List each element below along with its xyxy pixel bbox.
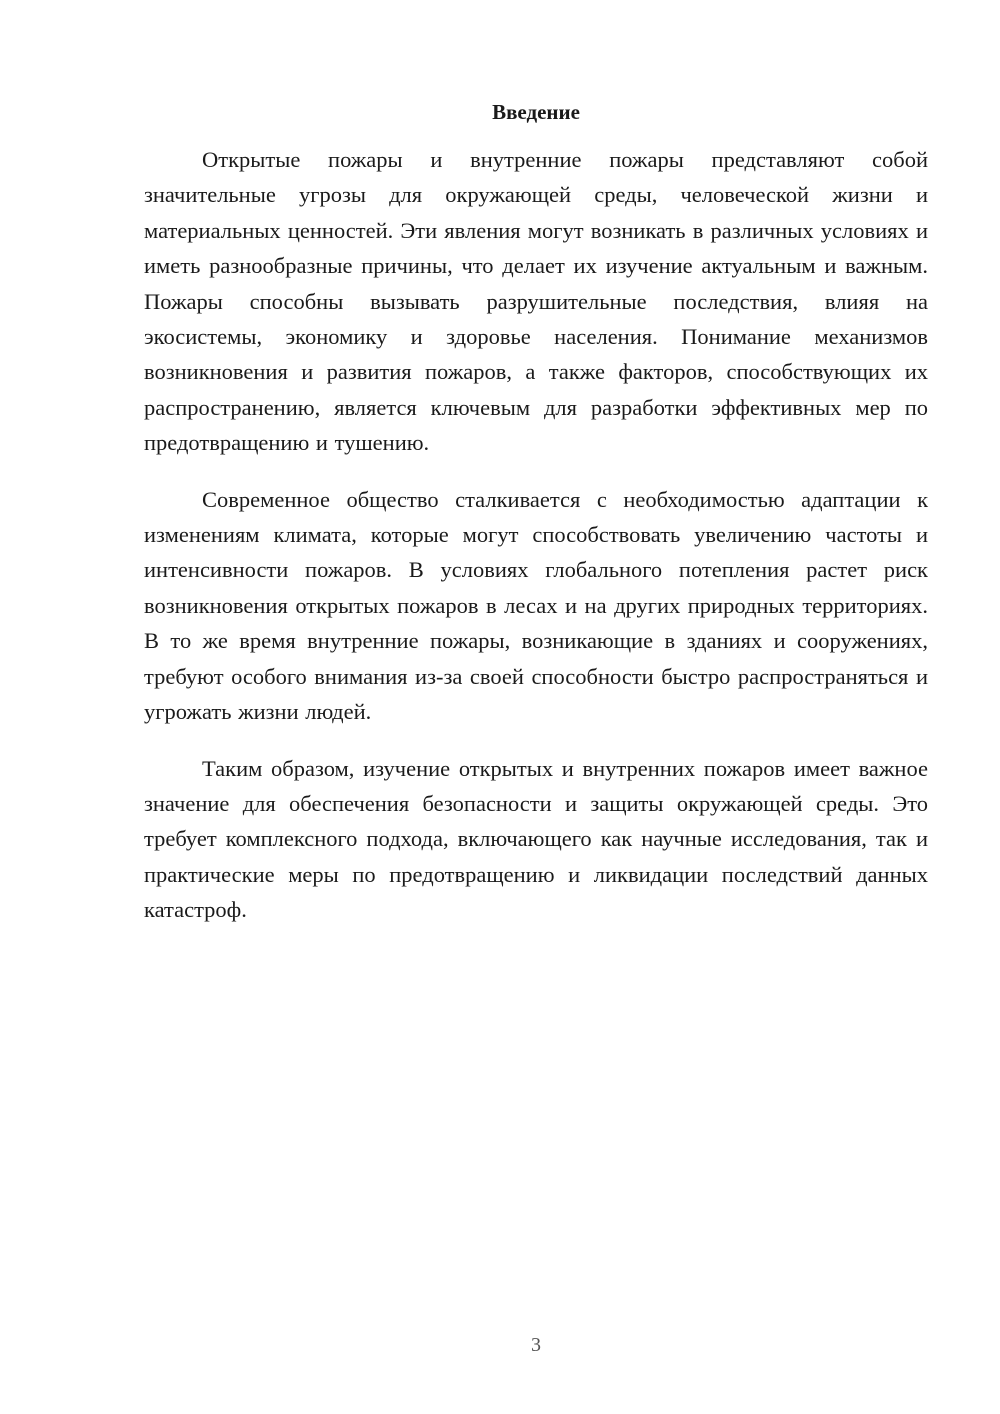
body-text [144,142,928,949]
paragraph-1: Открытые пожары и внутренние пожары представляют собой значительные угрозы для окружающей среды, человеческой жизни и материальных ценностей. Эти явления могут возникать в различных условиях и иметь разнообразные причины, что делает их изучение актуальным и важным. Пожары способны вызывать разрушительные последствия, влияя на экосистемы, экономику и здоровье населения. Понимание механизмов возникновения и развития пожаров, а также факторов, способствующих их распространению, является ключевым для разработки эффективных мер по предотвращению и тушению. [144,147,928,456]
paragraph-3: Таким образом, изучение открытых и внутренних пожаров имеет важное значение для обеспечения безопасности и защиты окружающей среды. Это требует комплексного подхода, включающего как научные исследования, так и практические меры по предотвращению и ликвидации последствий данных катастроф. [144,755,928,923]
paragraph-2: Современное общество сталкивается с необходимостью адаптации к изменениям климата, которые могут способствовать увеличению частоты и интенсивности пожаров. В условиях глобального потепления растет риск возникновения открытых пожаров в лесах и на других природных территориях. В то же время внутренние пожары, возникающие в зданиях и сооружениях, требуют особого внимания из-за своей способности быстро распространяться и угрожать жизни людей. [144,486,928,725]
section-title: Введение [492,100,580,124]
page-number: 3 [531,1334,541,1356]
